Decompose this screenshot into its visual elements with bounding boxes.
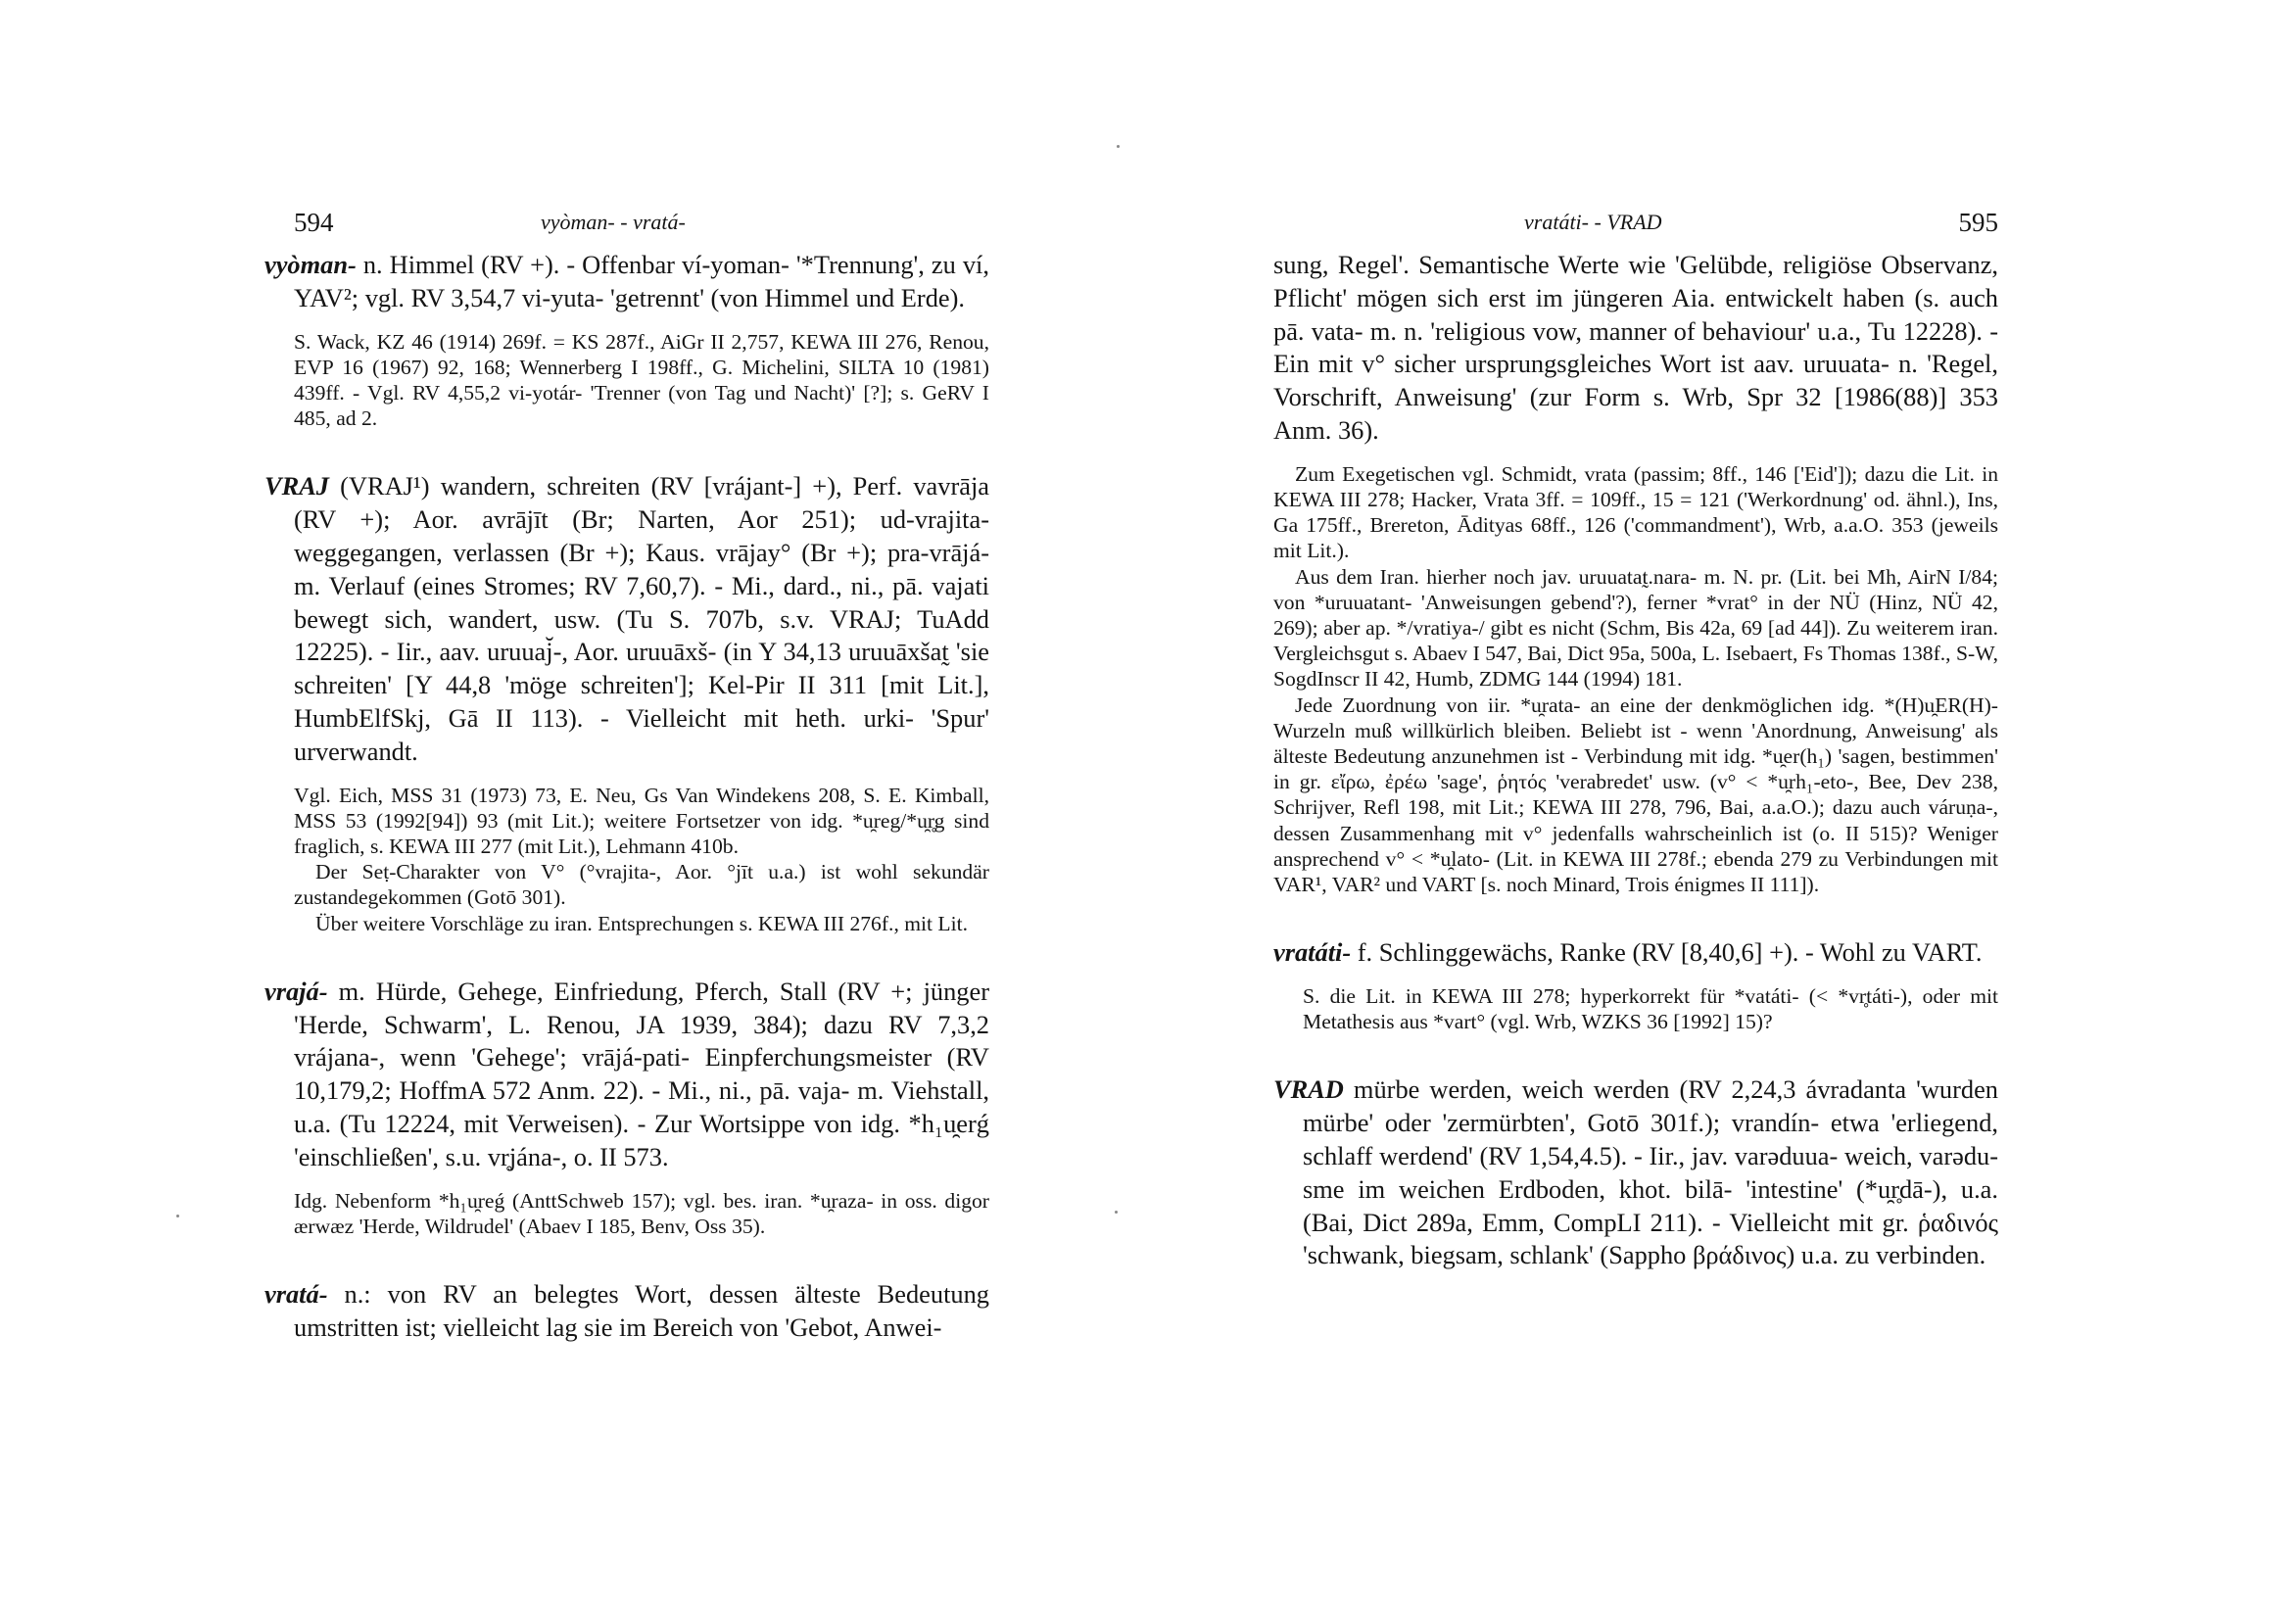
- left-page: [264, 204, 989, 1345]
- scan-speck: [176, 1215, 179, 1217]
- entry-note: Zum Exegetischen vgl. Schmidt, vrata (passim; 8ff., 146 ['Eid']); dazu die Lit. in KEWA III 278; Hacker, Vrata 3ff. = 109ff., 15 = 121 ('Werkordnung' od. ähnl.), Ins, Ga 175ff., Brereton, Ādityas 68ff., 126 ('commandment'), Wrb, a.a.O. 353 (jeweils mit Lit.).: [1273, 461, 1998, 563]
- entry-vyoman: [264, 249, 989, 315]
- left-running-head: vyòman- - vratá-: [541, 210, 686, 234]
- right-page: [1273, 204, 1998, 1272]
- entry-vraja: [264, 976, 989, 1174]
- entry-vratati: [1273, 936, 1998, 970]
- entry-text: mürbe werden, weich werden (RV 2,24,3 ávradanta 'wurden mürbe' oder 'zermürbten', Gotō 301f.); vrandín- etwa 'erliegend, schlaff werdend' (RV 1,54,4.5). - Iir., jav. varəduua- weich, varədu-sme im weichen Erdboden, khot. bilā- 'intestine' (*u̯r̥dā-), u.a. (Bai, Dict 289a, Emm, CompLI 211). - Vielleicht mit gr. ῥαδινός 'schwank, biegsam, schlank' (Sappho βράδινος) u.a. zu verbinden.: [1303, 1074, 1998, 1270]
- entry-vrata: [264, 1278, 989, 1345]
- entry-note: S. Wack, KZ 46 (1914) 269f. = KS 287f., AiGr II 2,757, KEWA III 276, Renou, EVP 16 (1967) 92, 168; Wennerberg I 198ff., G. Michelini, SILTA 10 (1981) 439ff. - Vgl. RV 4,55,2 vi-yotár- 'Trenner (von Tag und Nacht)' [?]; s. GeRV I 485, ad 2.: [294, 329, 989, 431]
- entry-lemma: VRAJ: [264, 471, 330, 501]
- entry-lemma: vratá-: [264, 1278, 328, 1309]
- entry-note: Idg. Nebenform *h₁u̯reǵ (AnttSchweb 157); vgl. bes. iran. *u̯raza- in oss. digor ærwæz 'Herde, Wildrudel' (Abaev I 185, Benv, Oss 35).: [294, 1188, 989, 1238]
- right-page-number: 595: [1958, 208, 1998, 237]
- scan-speck: [1117, 145, 1120, 148]
- entry-lemma: VRAD: [1273, 1074, 1344, 1105]
- left-page-number: 594: [294, 208, 334, 237]
- entry-note: Über weitere Vorschläge zu iran. Entsprechungen s. KEWA III 276f., mit Lit.: [315, 911, 969, 935]
- entry-text: f. Schlinggewächs, Ranke (RV [8,40,6] +). - Wohl zu VART.: [1351, 937, 1983, 968]
- right-running-header: [1273, 204, 1998, 249]
- entry-lemma: vyòman-: [264, 250, 357, 279]
- entry-text: n. Himmel (RV +). - Offenbar ví-yoman- '*Trennung', zu ví, YAV²; vgl. RV 3,54,7 vi-yuta- 'getrennt' (von Himmel und Erde).: [294, 250, 989, 312]
- entry-note: Jede Zuordnung von iir. *u̯rata- an eine der denkmöglichen idg. *(H)u̯ER(H)-Wurzeln muß willkürlich bleiben. Beliebt ist - wenn 'Anordnung, Anweisung' als älteste Bedeutung anzunehmen ist - Verbindung mit idg. *u̯er(h₁) 'sagen, bestimmen' in gr. εἴρω, ἐρέω 'sage', ῥητός 'verabredet' usw. (v° < *u̯rh₁-eto-, Bee, Dev 238, Schrijver, Refl 198, mit Lit.; KEWA III 278, 796, Bai, a.a.O.); dazu auch váruṇa-, dessen Zusammenhang mit v° jedenfalls wahrscheinlich ist (o. II 515)? Weniger ansprechend v° < *u̯lato- (Lit. in KEWA III 278f.; ebenda 279 zu Verbindungen mit VAR¹, VAR² und VART [s. noch Minard, Trois énigmes II 111]).: [1273, 692, 1998, 897]
- entry-note: Aus dem Iran. hierher noch jav. uruuatat̰.nara- m. N. pr. (Lit. bei Mh, AirN I/84; von *uruuatant- 'Anweisungen gebend'?), ferner *vrat° in der NÜ (Hinz, NÜ 42, 269); aber ap. */vratiya-/ gibt es nicht (Schm, Bis 42a, 69 [ad 44]). Zu weiterem iran. Vergleichsgut s. Abaev I 547, Bai, Dict 95a, 500a, L. Isebaert, Fs Thomas 138f., S-W, SogdInscr II 42, Humb, ZDMG 144 (1994) 181.: [1273, 564, 1998, 692]
- entry-note: S. die Lit. in KEWA III 278; hyperkorrekt für *vatáti- (< *vr̥táti-), oder mit Metathesis aus *vart° (vgl. Wrb, WZKS 36 [1992] 15)?: [1303, 984, 1998, 1034]
- scan-speck: [1115, 1211, 1118, 1214]
- entry-lemma: vratáti-: [1273, 937, 1352, 968]
- entry-text: (VRAJ¹) wandern, schreiten (RV [vrájant-] +), Perf. vavrāja (RV +); Aor. avrājīt (Br; Narten, Aor 251); ud-vrajita- weggegangen, verlassen (Br +); Kaus. vrājay° (Br +); pra-vrājá- m. Verlauf (eines Stromes; RV 7,60,7). - Mi., dard., ni., pā. vajati bewegt sich, wandert, usw. (Tu S. 707b, s.v. VRAJ; TuAdd 12225). - Iir., aav. uruuaj̆-, Aor. uruuāxš- (in Y 34,13 uruuāxšat̰ 'sie schreiten' [Y 44,8 'möge schreiten']; Kel-Pir II 311 [mit Lit.], HumbElfSkj, Gā II 113). - Vielleicht mit heth. urki- 'Spur' urverwandt.: [294, 471, 989, 766]
- entry-text: n.: von RV an belegtes Wort, dessen älteste Bedeutung umstritten ist; vielleicht lag sie im Bereich von 'Gebot, Anwei-: [294, 1278, 989, 1342]
- entry-lemma: vrajá-: [264, 976, 328, 1006]
- entry-text: m. Hürde, Gehege, Einfriedung, Pferch, Stall (RV +; jünger 'Herde, Schwarm', L. Renou, JA 1939, 384); dazu RV 7,3,2 vrájana-, wenn 'Gehege'; vrājá-pati- Einpferchungsmeister (RV 10,179,2; HoffmA 572 Anm. 22). - Mi., ni., pā. vaja- m. Viehstall, u.a. (Tu 12224, mit Verweisen). - Zur Wortsippe von idg. *h₁u̯erǵ 'einschließen', s.u. vr̥jána-, o. II 573.: [294, 976, 989, 1171]
- right-running-head: vratáti- - VRAD: [1524, 210, 1662, 234]
- entry-vraj: [264, 470, 989, 768]
- entry-note: Der Seṭ-Charakter von V° (°vrajita-, Aor. °jīt u.a.) ist wohl sekundär zustandegekommen (Gotō 301).: [294, 860, 989, 910]
- entry-vrad: [1273, 1073, 1998, 1272]
- left-running-header: [264, 204, 989, 249]
- entry-continuation: sung, Regel'. Semantische Werte wie 'Gelübde, religiöse Observanz, Pflicht' mögen sich erst im jüngeren Aia. entwickelt haben (s. auch pā. vata- m. n. 'religious vow, manner of behaviour' u.a., Tu 12228). - Ein mit v° sicher ursprungsgleiches Wort ist aav. uruuata- n. 'Regel, Vorschrift, Anweisung' (zur Form s. Wrb, Spr 32 [1986(88)] 353 Anm. 36).: [1273, 250, 1998, 445]
- entry-note: Vgl. Eich, MSS 31 (1973) 73, E. Neu, Gs Van Windekens 208, S. E. Kimball, MSS 53 (1992[94]) 93 (mit Lit.); weitere Fortsetzer von idg. *u̯reg/*u̯r̥g sind fraglich, s. KEWA III 277 (mit Lit.), Lehmann 410b.: [294, 783, 989, 858]
